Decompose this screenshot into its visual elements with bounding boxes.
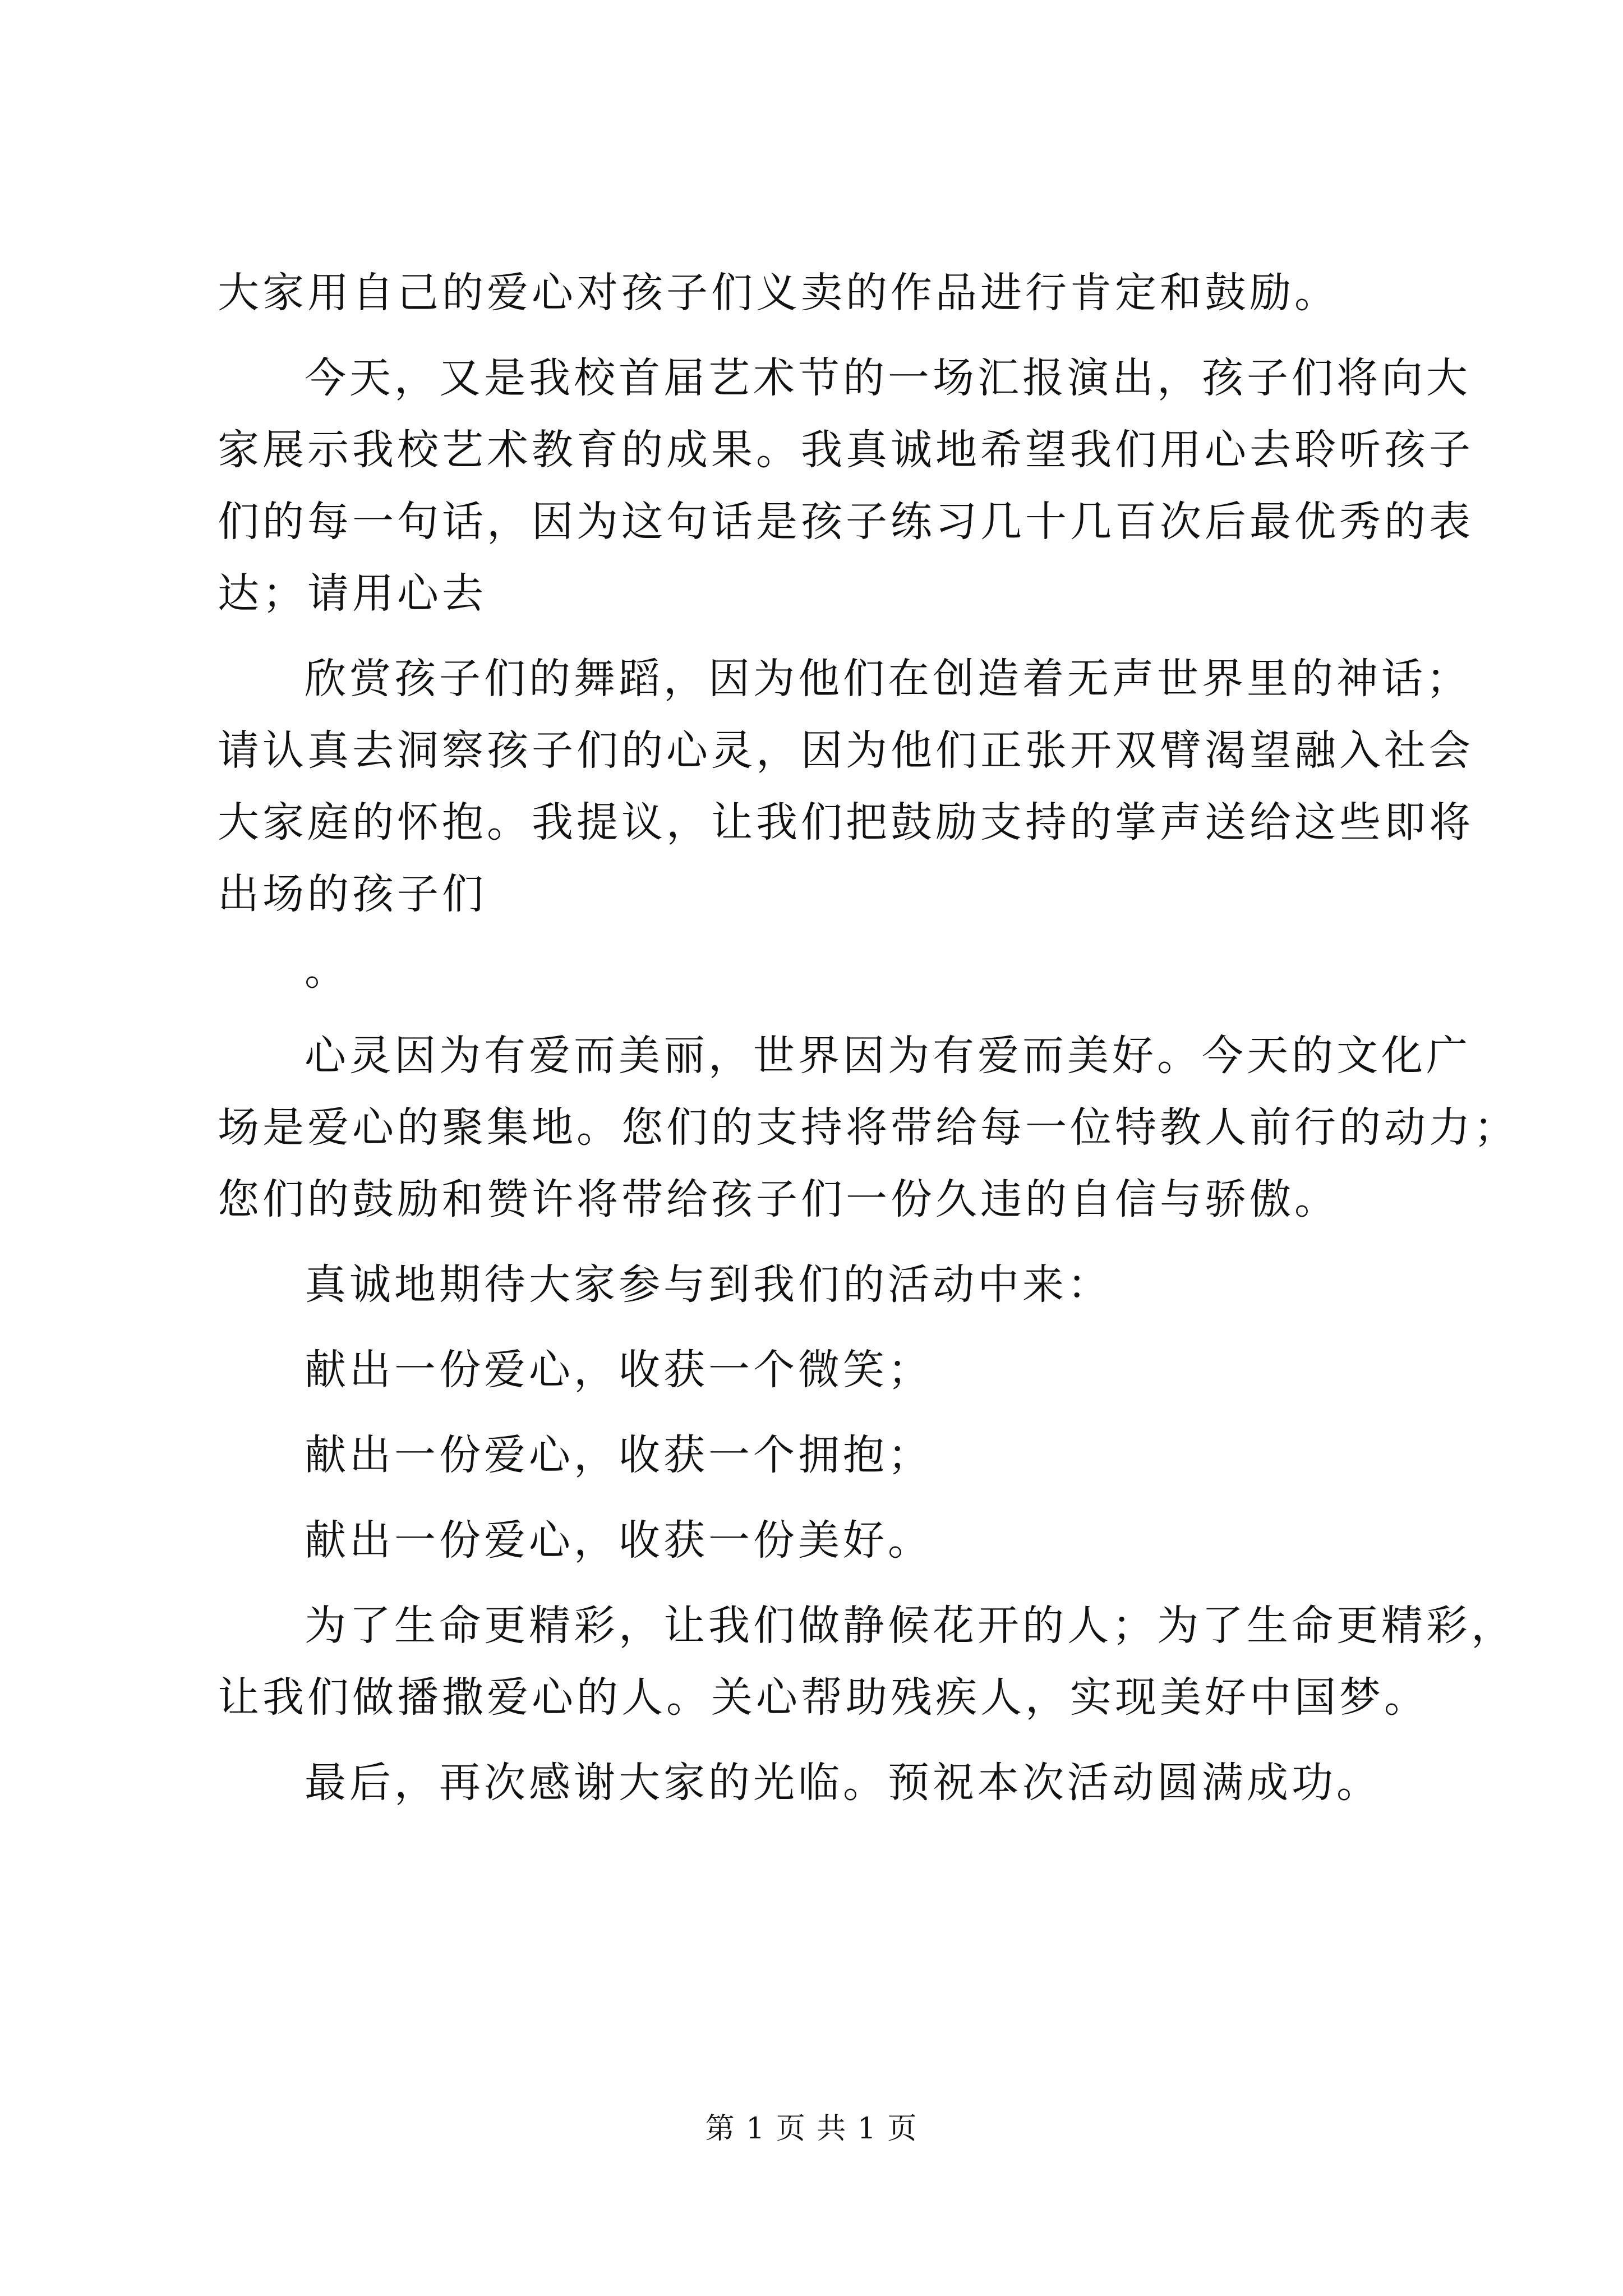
- text-line: 您们的鼓励和赞许将带给孩子们一份久违的自信与骄傲。: [218, 1175, 1339, 1223]
- text-line: 请认真去洞察孩子们的心灵，因为他们正张开双臂渴望融入社会: [218, 726, 1474, 775]
- text-line: 心灵因为有爱而美丽，世界因为有爱而美好。今天的文化广: [305, 1032, 1471, 1080]
- text-line: 献出一份爱心，收获一个微笑；: [305, 1346, 933, 1394]
- text-line: 让我们做播撒爱心的人。关心帮助残疾人，实现美好中国梦。: [218, 1673, 1429, 1722]
- text-line: 为了生命更精彩，让我们做静候花开的人；为了生命更精彩，: [305, 1602, 1516, 1650]
- text-line: 出场的孩子们: [218, 870, 487, 918]
- text-line: 。: [305, 946, 349, 995]
- page-footer: 第 1 页 共 1 页: [705, 2112, 918, 2146]
- text-line: 家展示我校艺术教育的成果。我真诚地希望我们用心去聆听孩子: [218, 426, 1474, 474]
- text-line: 大家庭的怀抱。我提议，让我们把鼓励支持的掌声送给这些即将: [218, 798, 1474, 846]
- text-line: 场是爱心的聚集地。您们的支持将带给每一位特教人前行的动力；: [218, 1103, 1519, 1152]
- text-line: 欣赏孩子们的舞蹈，因为他们在创造着无声世界里的神话；: [305, 655, 1471, 703]
- text-line: 达；请用心去: [218, 569, 487, 618]
- text-line: 最后，再次感谢大家的光临。预祝本次活动圆满成功。: [305, 1759, 1381, 1807]
- text-line: 真诚地期待大家参与到我们的活动中来：: [305, 1260, 1112, 1309]
- text-line: 今天，又是我校首届艺术节的一场汇报演出，孩子们将向大: [305, 354, 1471, 402]
- text-line: 们的每一句话，因为这句话是孩子练习几十几百次后最优秀的表: [218, 498, 1474, 546]
- text-line: 献出一份爱心，收获一份美好。: [305, 1516, 933, 1565]
- text-line: 大家用自己的爱心对孩子们义卖的作品进行肯定和鼓励。: [218, 269, 1339, 317]
- text-line: 献出一份爱心，收获一个拥抱；: [305, 1431, 933, 1479]
